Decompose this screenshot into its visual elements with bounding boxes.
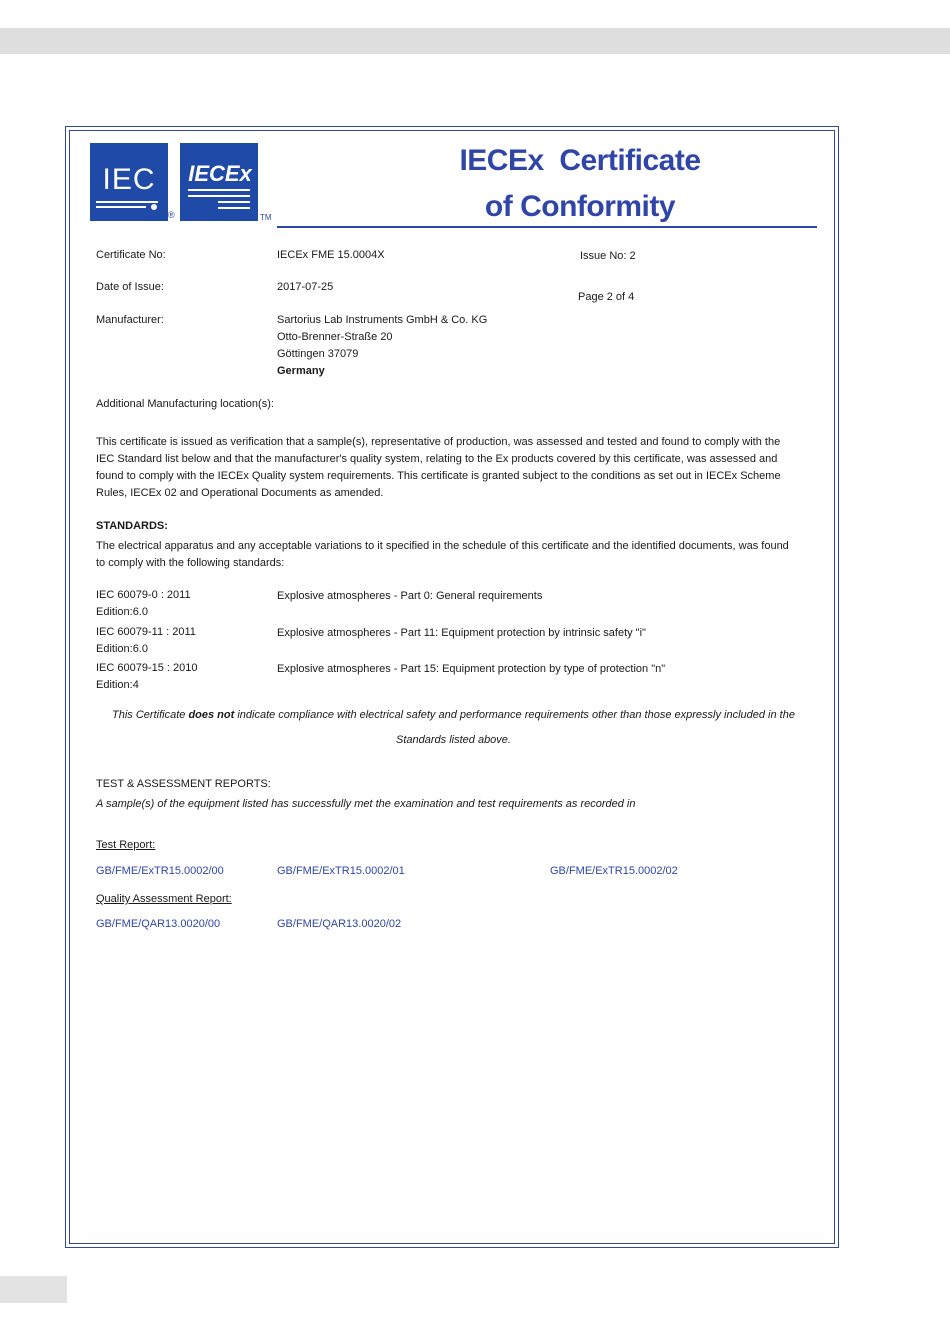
manufacturer-country: Germany xyxy=(277,365,325,377)
standard-description: Explosive atmospheres - Part 15: Equipment protection by type of protection "n" xyxy=(277,663,666,675)
disclaimer-text-start: This Certificate xyxy=(112,709,189,721)
manufacturer-label: Manufacturer: xyxy=(96,314,164,326)
standard-code: IEC 60079-15 : 2010 xyxy=(96,662,198,674)
verification-line: This certificate is issued as verification that a sample(s), representative of production, was assessed and tested and found to comply with the xyxy=(96,436,781,448)
compliance-disclaimer xyxy=(96,707,811,749)
standard-description: Explosive atmospheres - Part 0: General requirements xyxy=(277,590,543,602)
top-gray-band xyxy=(0,28,950,54)
reports-intro: A sample(s) of the equipment listed has successfully met the examination and test requirements as recorded in xyxy=(96,798,636,810)
test-report-link[interactable]: GB/FME/ExTR15.0002/00 xyxy=(96,865,224,877)
additional-locations-label: Additional Manufacturing location(s): xyxy=(96,398,274,410)
disclaimer-emphasis: does not xyxy=(188,709,235,721)
verification-line: Rules, IECEx 02 and Operational Documents as amended. xyxy=(96,487,384,499)
certificate-border-inner xyxy=(69,130,835,1244)
iec-logo-text: IEC xyxy=(102,163,156,196)
quality-assessment-link[interactable]: GB/FME/QAR13.0020/00 xyxy=(96,918,221,930)
standard-code: IEC 60079-11 : 2011 xyxy=(96,626,196,638)
quality-assessment-label: Quality Assessment Report: xyxy=(96,893,232,905)
test-report-link[interactable]: GB/FME/ExTR15.0002/02 xyxy=(550,865,678,877)
reports-heading: TEST & ASSESSMENT REPORTS: xyxy=(96,778,271,790)
standard-edition: Edition:4 xyxy=(96,679,139,691)
test-report-label: Test Report: xyxy=(96,839,156,851)
date-of-issue-label: Date of Issue: xyxy=(96,281,164,293)
disclaimer-line2: Standards listed above. xyxy=(396,734,511,746)
manufacturer-address-line2: Göttingen 37079 xyxy=(277,348,359,360)
disclaimer-text-end: indicate compliance with electrical safety and performance requirements other than those expressly included in the xyxy=(234,709,795,721)
registered-mark: ® xyxy=(168,210,175,220)
bottom-gray-tab xyxy=(0,1276,67,1303)
quality-assessment-link[interactable]: GB/FME/QAR13.0020/02 xyxy=(277,918,402,930)
certificate-no-value: IECEx FME 15.0004X xyxy=(277,249,385,261)
standard-edition: Edition:6.0 xyxy=(96,643,148,655)
issue-number: Issue No: 2 xyxy=(580,250,636,262)
standards-heading: STANDARDS: xyxy=(96,520,168,532)
standards-intro-line: to comply with the following standards: xyxy=(96,557,285,569)
certificate-no-label: Certificate No: xyxy=(96,249,166,261)
manufacturer-address-line1: Otto-Brenner-Straße 20 xyxy=(277,331,393,343)
standards-intro xyxy=(96,538,811,572)
standard-edition: Edition:6.0 xyxy=(96,606,148,618)
standard-code: IEC 60079-0 : 2011 xyxy=(96,589,191,601)
test-report-link[interactable]: GB/FME/ExTR15.0002/01 xyxy=(277,865,405,877)
iec-logo xyxy=(90,143,168,221)
certificate-title-line2: of Conformity xyxy=(484,190,676,223)
certificate-title-line1: IECEx Certificate xyxy=(459,144,701,177)
date-of-issue-value: 2017-07-25 xyxy=(277,281,334,293)
trademark-mark: TM xyxy=(260,213,272,222)
page-number: Page 2 of 4 xyxy=(578,291,635,303)
iecex-logo xyxy=(180,143,258,221)
verification-line: found to comply with the IECEx Quality system requirements. This certificate is granted subject to the conditions as set out in IECEx Scheme xyxy=(96,470,781,482)
certificate-title xyxy=(420,138,740,230)
disclaimer-line1 xyxy=(96,707,811,724)
standards-intro-line: The electrical apparatus and any acceptable variations to it specified in the schedule of this certificate and the identified documents, was found xyxy=(96,540,789,552)
standard-description: Explosive atmospheres - Part 11: Equipment protection by intrinsic safety "i" xyxy=(277,627,646,639)
title-underline xyxy=(277,226,817,228)
verification-paragraph xyxy=(96,434,811,502)
verification-line: IEC Standard list below and that the manufacturer's quality system, relating to the Ex products covered by this certificate, was assessed and xyxy=(96,453,778,465)
manufacturer-name: Sartorius Lab Instruments GmbH & Co. KG xyxy=(277,314,488,326)
iecex-logo-text: IECEx xyxy=(188,161,252,186)
